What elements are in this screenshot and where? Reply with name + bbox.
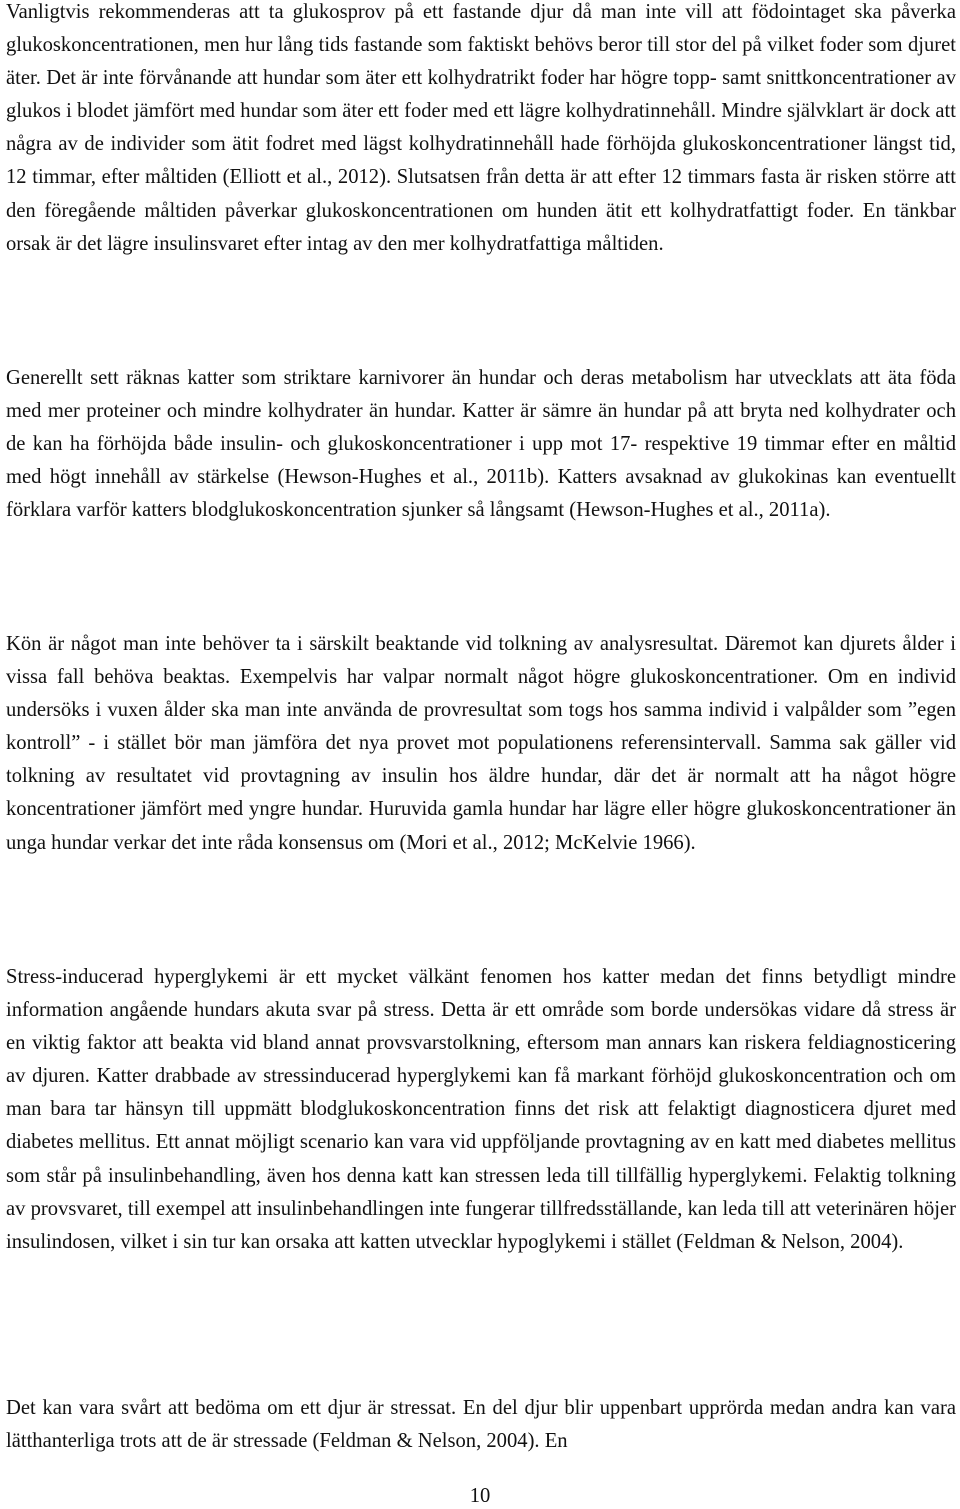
page-number: 10: [469, 1485, 491, 1507]
paragraph-assessing-stress: Det kan vara svårt att bedöma om ett djur är stressat. En del djur blir uppenbart upprörda medan andra kan vara lätthanterliga trots att de är stressade (Feldman & Nelson, 2004). En: [6, 1397, 956, 1453]
paragraph-sex-and-age: Kön är något man inte behöver ta i särskilt beaktande vid tolkning av analysresultat. Däremot kan djurets ålder i vissa fall behöva beaktas. Exempelvis har valpar normalt något högre glukoskoncentrationer. Om en individ undersöks i vuxen ålder ska man inte använda de provresultat som togs hos samma individ i valpålder som ”egen kontroll” - i stället bör man jämföra det nya provet mot populationens referensintervall. Samma sak gäller vid tolkning av resultatet vid provtagning av insulin hos äldre hundar, där det är normalt att ha något högre koncentrationer jämfört med yngre hundar. Huruvida gamla hundar har lägre eller högre glukoskoncentrationer än unga hundar verkar det inte råda konsensus om (Mori et al., 2012; McKelvie 1966).: [6, 633, 956, 854]
paragraph-fasting-glucose: Vanligtvis rekommenderas att ta glukosprov på ett fastande djur då man inte vill att födointaget ska påverka glukoskoncentrationen, men hur lång tids fastande som faktiskt behövs beror till stor del på vilket foder som djuret äter. Det är inte förvånande att hundar som äter ett kolhydratrikt foder har högre topp- samt snittkoncentrationer av glukos i blodet jämfört med hundar som äter ett foder med ett lägre kolhydratinnehåll. Mindre självklart är dock att några av de individer som ätit fodret med lägst kolhydratinnehåll hade förhöjda glukoskoncentrationer längst tid, 12 timmar, efter måltiden (Elliott et al., 2012). Slutsatsen från detta är att efter 12 timmars fasta är risken större att den föregående måltiden påverkar glukoskoncentrationen om hunden ätit ett kolhydratfattigt foder. En tänkbar orsak är det lägre insulinsvaret efter intag av den mer kolhydratfattiga måltiden.: [6, 1, 956, 255]
paragraph-stress-hyperglycemia: Stress-inducerad hyperglykemi är ett mycket välkänt fenomen hos katter medan det finns betydligt mindre information angående hundars akuta svar på stress. Detta är ett område som borde undersökas vidare då stress är en viktig faktor att beakta vid bland annat provsvarstolkning, eftersom man annars kan riskera feldiagnosticering av djuren. Katter drabbade av stressinducerad hyperglykemi kan få markant förhöjd glukoskoncentration och om man bara tar hänsyn till uppmätt blodglukoskoncentration finns det risk att felaktigt diagnosticera djuret med diabetes mellitus. Ett annat möjligt scenario kan vara vid uppföljande provtagning av en katt med diabetes mellitus som står på insulinbehandling, även hos denna katt kan stressen leda till tillfällig hyperglykemi. Felaktig tolkning av provsvaret, till exempel att insulinbehandlingen inte fungerar tillfredsställande, kan leda till att veterinären höjer insulindosen, vilket i sin tur kan orsaka att katten utvecklar hypoglykemi i stället (Feldman & Nelson, 2004).: [6, 966, 956, 1253]
paragraph-cats-metabolism: Generellt sett räknas katter som striktare karnivorer än hundar och deras metabolism har utvecklats att äta föda med mer proteiner och mindre kolhydrater än hundar. Katter är sämre än hundar på att bryta ned kolhydrater och de kan ha förhöjda både insulin- och glukoskoncentrationer i upp mot 17- respektive 19 timmar efter en måltid med högt innehåll av stärkelse (Hewson-Hughes et al., 2011b). Katters avsaknad av glukokinas kan eventuellt förklara varför katters blodglukoskoncentration sjunker så långsamt (Hewson-Hughes et al., 2011a).: [6, 367, 956, 522]
